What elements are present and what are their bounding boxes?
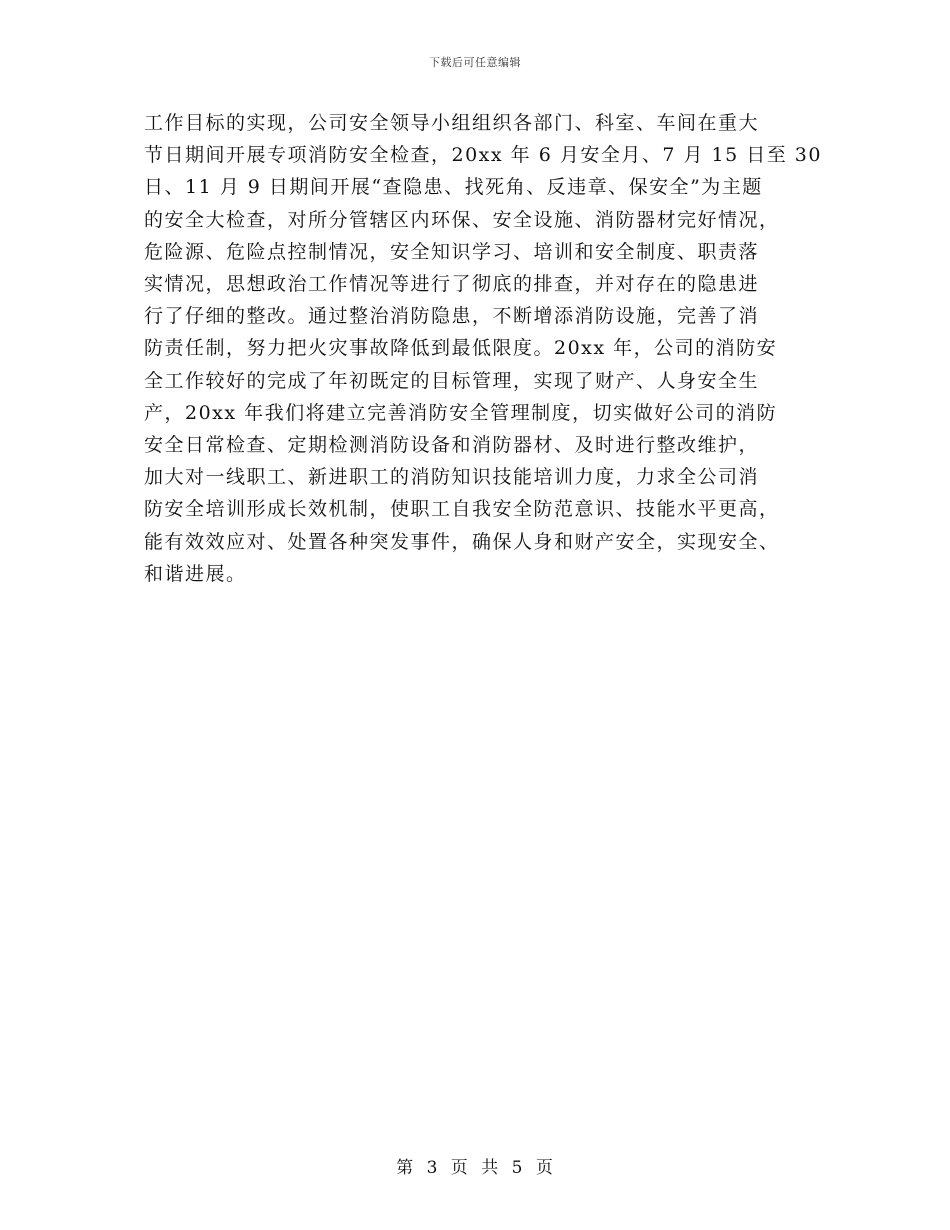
body-line: 的安全大检查，对所分管辖区内环保、安全设施、消防器材完好情况， xyxy=(144,208,780,231)
body-line: 产，20xx 年我们将建立完善消防安全管理制度，切实做好公司的消防 xyxy=(144,401,778,424)
body-line: 防责任制，努力把火灾事故降低到最低限度。20xx 年，公司的消防安 xyxy=(144,337,778,360)
body-line: 加大对一线职工、新进职工的消防知识技能培训力度，力求全公司消 xyxy=(144,466,760,489)
body-line: 实情况，思想政治工作情况等进行了彻底的排查，并对存在的隐患进 xyxy=(144,273,760,296)
body-line: 防安全培训形成长效机制，使职工自我安全防范意识、技能水平更高， xyxy=(144,498,780,521)
body-line: 安全日常检查、定期检测消防设备和消防器材、及时进行整改维护， xyxy=(144,434,760,457)
body-line: 日、11 月 9 日期间开展“查隐患、找死角、反违章、保安全”为主题 xyxy=(144,176,763,199)
body-line: 危险源、危险点控制情况，安全知识学习、培训和安全制度、职责落 xyxy=(144,240,760,263)
body-line: 行了仔细的整改。通过整治消防隐患，不断增添消防设施，完善了消 xyxy=(144,305,760,328)
page-header: 下载后可任意编辑 xyxy=(429,56,521,69)
body-line: 工作目标的实现，公司安全领导小组组织各部门、科室、车间在重大 xyxy=(144,112,760,134)
page-number-footer: 第 3 页 共 5 页 xyxy=(396,1158,554,1178)
body-line: 和谐进展。 xyxy=(144,562,247,585)
body-line: 全工作较好的完成了年初既定的目标管理，实现了财产、人身安全生 xyxy=(144,369,760,392)
body-line: 能有效效应对、处置各种突发事件，确保人身和财产安全，实现安全、 xyxy=(144,530,780,553)
body-line: 节日期间开展专项消防安全检查，20xx 年 6 月安全月、7 月 15 日至 30 xyxy=(144,144,822,167)
body-paragraph xyxy=(144,107,822,590)
